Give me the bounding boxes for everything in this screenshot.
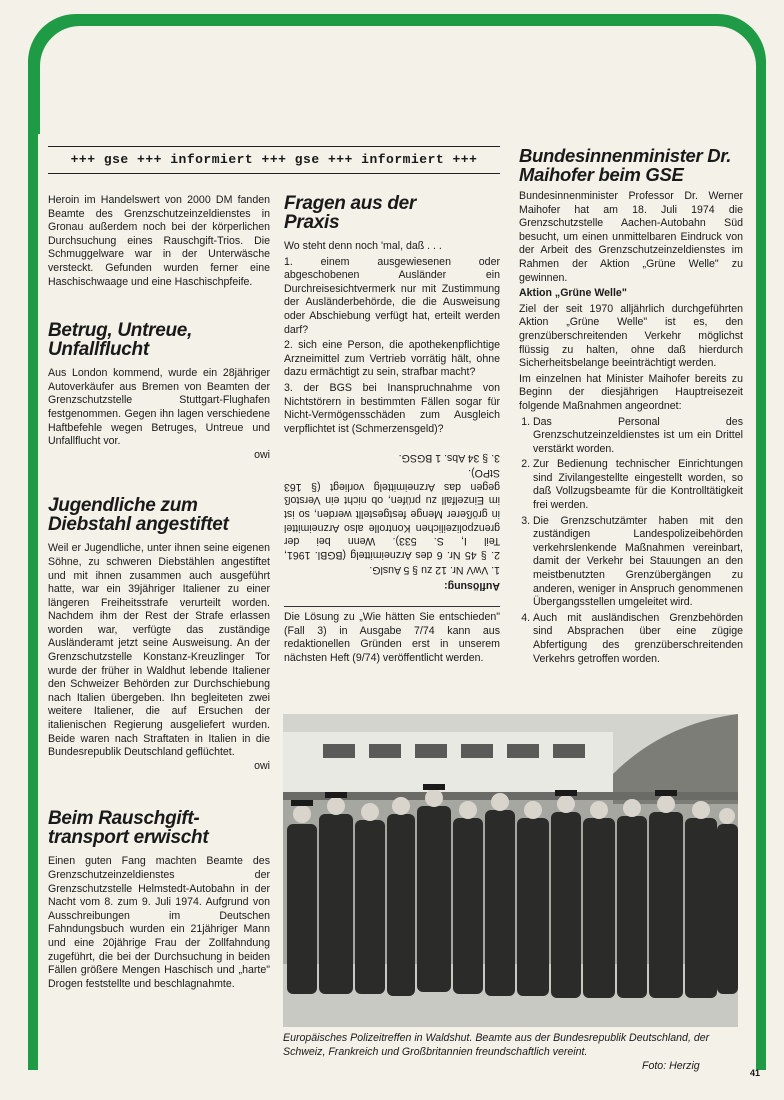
headline-rauschgift: Beim Rauschgift-transport erwischt [48, 808, 209, 849]
maihofer-intro: Bundesinnenminister Professor Dr. Werner Maihofer hat am 18. Juli 1974 die Grenzschutzstelle Aachen-Autobahn Süd besucht, um einen unmittelbaren Eindruck von der Arbeit des Grenzschutzeinzeldienstes im Rahmen der Aktion „Grüne Welle" zu gewinnen. [519, 190, 743, 284]
intro-paragraph: Heroin im Handelswert von 2000 DM fanden Beamte des Grenzschutzeinzeldienstes in Gronau außerdem noch bei der körperlichen Durchsuchung eines Rauschgift-Trios. Die Schmuggelware war in der Unterwäsche versteckt. Gefunden wurden ferner eine Haschischwaage und eine Haschischpfeife. [48, 194, 270, 288]
question-2: 2. sich eine Person, die apothekenpflichtige Arzneimittel zum Vertrieb vorrätig hält, ohne dazu ermächtigt zu sein, strafbar macht? [284, 339, 500, 379]
headline-betrug: Betrug, Untreue, Unfallflucht [48, 320, 193, 361]
solution-block-upside-down [284, 450, 500, 592]
measures-list [519, 416, 743, 667]
measure-item: 2. Zur Bedienung technischer Einrichtungen sind Zivilangestellte eingestellt worden, so daß Vollzugsbeamte für die Kontrolltätigkeit frei werden. [533, 458, 743, 512]
question-3: 3. der BGS bei Inanspruchnahme von Nichtstörern in bestimmten Fällen sogar für Nicht-Vermögensschäden zum Ausgleich verpflichtet ist (Schmerzensgeld)? [284, 381, 500, 435]
page-number: 41 [750, 1068, 761, 1078]
headline-fragen: Fragen aus der Praxis [284, 193, 417, 233]
question-1: 1. einem ausgewiesenen oder abgeschobenen Ausländer ein Durchreisesichtvermerk nur mit Zustimmung der Ausländerbehörde, die die Ausweisung oder Abschiebung verfügt hat, erteilt werden darf? [284, 255, 500, 336]
solution-1: 1. VwV Nr. 12 zu § 5 AuslG. [369, 564, 500, 577]
group-photo-illustration [283, 714, 738, 1027]
editorial-note: Die Lösung zu „Wie hätten Sie entschieden" (Fall 3) in Ausgabe 7/74 kann aus redaktionellen Gründen erst in unserem nächsten Heft (9/74) veröffentlicht werden. [284, 606, 500, 665]
signature-owi: owi [254, 759, 270, 772]
questions-lead: Wo steht denn noch 'mal, daß . . . [284, 240, 442, 252]
column-left [48, 194, 270, 993]
green-right-rule [756, 60, 766, 1070]
solution-2: 2. § 45 Nr. 6 des Arzneimittelg (BGBl. 1961, Teil I, S. 533). Wenn bei der grenzpolizeilichen Kontrolle also Arzneimittel in größerer Menge festgestellt werden, so ist im Einzelfall zu prüfen, ob nicht ein Verstoß gegen das Arzneimittelg vorliegt (§ 163 StPO). [284, 467, 500, 562]
article-betrug-body: Aus London kommend, wurde ein 28jähriger Autoverkäufer aus Bremen von Beamten der Grenzschutzstelle Stuttgart-Flughafen festgenommen. Gegen ihn lagen verschiedene Haftbefehle wegen Betruges, Untreue und Unfallflucht vor. [48, 367, 270, 448]
subheading-gruene-welle: Aktion „Grüne Welle" [519, 287, 627, 300]
headline-maihofer: Bundesinnenminister Dr. Maihofer beim GSE [519, 145, 732, 185]
gruene-welle-paragraph: Ziel der seit 1970 alljährlich durchgeführten Aktion „Grüne Welle" ist es, den grenzüberschreitenden Verkehr möglichst flüssig zu halten, ohne daß hierdurch Sicherheitsbelange beeinträchtigt werden. [519, 302, 743, 370]
solution-3: 3. § 34 Abs. 1 BGSG. [398, 451, 500, 464]
measures-intro: Im einzelnen hat Minister Maihofer bereits zu Beginn der diesjährigen Hauptreisezeit folgende Maßnahmen angeordnet: [519, 372, 743, 412]
measure-item: 4. Auch mit ausländischen Grenzbehörden sind Absprachen über eine zügige Abfertigung des grenzüberschreitenden Verkehrs getroffen worden. [533, 612, 743, 666]
green-header-inner [40, 26, 756, 146]
gse-banner: +++ gse +++ informiert +++ gse +++ informiert +++ [48, 146, 500, 174]
column-middle [284, 194, 500, 668]
article-jugendliche-body: Weil er Jugendliche, unter ihnen seine eigenen Söhne, zu schweren Diebstählen angestiftet und mit ihnen zusammen auch ausgeführt hatte, war ein 39jähriger Italiener zu einer längeren Freiheitsstrafe verurteilt worden. Nachdem ihm der Rest der Strafe erlassen worden war, verfügte das zuständige Ausländeramt jetzt seine Ausweisung. An der Grenzschutzstelle Konstanz-Kreuzlinger Tor wurde der früher in Waldhut lebende Italiener den Schweizer Behörden zur Durchschiebung nach Italien übergeben. Ihn begleiteten zwei weitere Italiener, die auf Ersuchen der italienischen Regierung ausgeliefert wurden. Beide waren nach Straftaten in Italien in die Bundesrepublik Deutschland geflüchtet. [48, 542, 270, 759]
group-photo [283, 714, 738, 1027]
solution-title: Auflösung: [444, 580, 500, 593]
green-left-rule [28, 60, 38, 1070]
article-rauschgift-body: Einen guten Fang machten Beamte des Grenzschutzeinzeldienstes der Grenzschutzstelle Helmstedt-Autobahn in der Nacht vom 8. zum 9. Juli 1974. Aufgrund von Ausschreibungen im Deutschen Fahndungsbuch wurden ein 21jähriger Mann und eine 20jährige Frau der Zollfahndung zugeführt, die bei der Durchsuchung in beiden Fällen größere Mengen Haschisch und „harte" Drogen feststellte und beschlagnahmte. [48, 855, 270, 990]
photo-caption: Europäisches Polizeitreffen in Waldshut. Beamte aus der Bundesrepublik Deutschland, der Schweiz, Frankreich und Großbritannien freundschaftlich vereint. [283, 1032, 710, 1058]
measure-item: 3. Die Grenzschutzämter haben mit den zuständigen Landespolizeibehörden verkehrslenkende Maßnahmen vereinbart, damit der Verkehr bei Stauungen an den meistbenutzten Grenzübergängen zu anderen, weniger in Anspruch genommenen Übergangsstellen umgeleitet wird. [533, 515, 743, 610]
headline-jugendliche: Jugendliche zum Diebstahl angestiftet [48, 495, 229, 536]
photo-credit: Foto: Herzig [642, 1060, 700, 1072]
measure-item: 1. Das Personal des Grenzschutzeinzeldienstes ist um ein Drittel verstärkt worden. [533, 416, 743, 457]
signature-owi: owi [254, 448, 270, 461]
column-right [519, 146, 743, 668]
